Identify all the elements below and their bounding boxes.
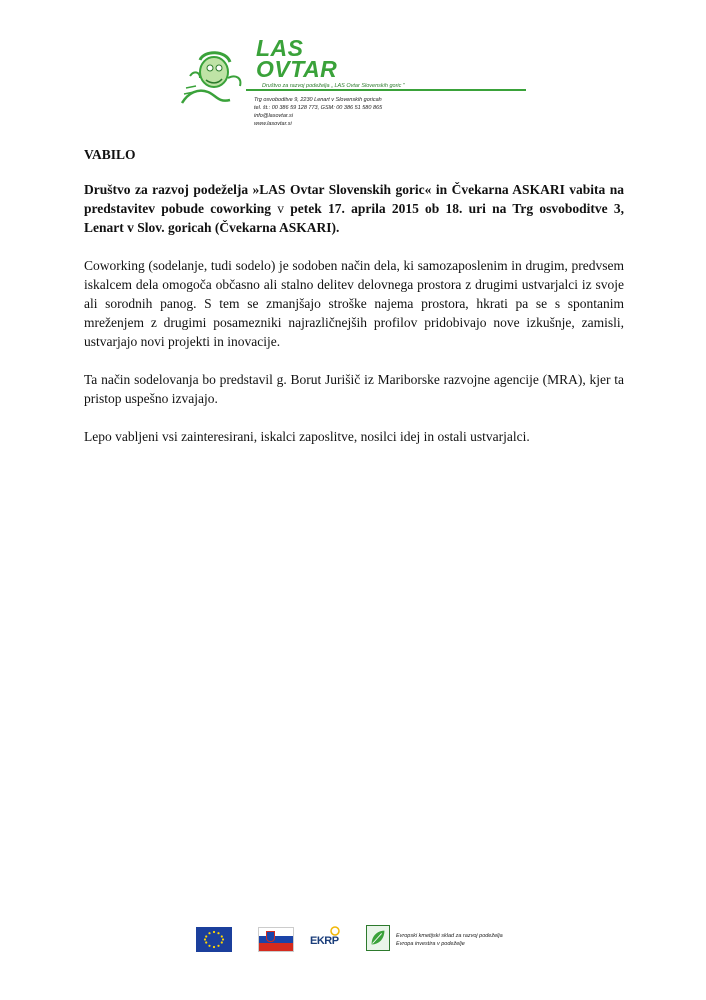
eu-flag-icon [196,927,232,952]
eafrd-caption-line-1: Evropski kmetijski sklad za razvoj podeželja [396,933,503,939]
intro-paragraph [84,180,624,237]
leader-leaf-icon [367,926,389,950]
document-title: VABILO [84,147,136,162]
logo-line-2: OVTAR [256,56,338,82]
paragraph-invitation: Lepo vabljeni vsi zainteresirani, iskalci zaposlitve, nosilci idej in ostali ustvarjalci. [84,429,530,444]
eafrd-caption-line-2: Evropa investira v podeželje [396,941,465,947]
ekrp-text: EKRP [310,935,339,947]
contact-phone: tel. št.: 00 386 59 128 773, GSM: 00 386 51 580 865 [254,105,383,111]
footer-logos [196,923,536,953]
contact-address: Trg osvoboditve 9, 2230 Lenart v Slovenskih goricah [254,97,382,103]
document-body [84,145,624,465]
ovtar-mascot-logo [178,48,248,110]
paragraph-presenter: Ta način sodelovanja bo predstavil g. Borut Jurišič iz Mariborske razvojne agencije (MRA), kjer ta pristop uspešno izvajajo. [84,372,624,406]
intro-bold-part-1: Društvo za razvoj podeželja »LAS Ovtar Slovenskih goric« in Čvekarna ASKARI vabita na predstavitev pobude coworking [84,182,624,216]
logo-wordmark [256,35,338,82]
slovenia-flag-icon [258,927,294,952]
logo-tagline: Društvo za razvoj podeželja „ LAS Ovtar Slovenskih goric " [262,83,405,89]
contact-email: info@lasovtar.si [254,113,294,119]
intro-normal-part: v [271,201,291,216]
letterhead [178,35,538,130]
logo-divider [246,89,526,91]
leader-logo [366,925,390,951]
eafrd-caption [396,932,503,948]
contact-website: www.lasovtar.si [254,121,292,127]
ekrp-logo [310,925,350,953]
intro-bold-part-2: petek 17. aprila 2015 ob 18. uri na Trg osvoboditve 3, Lenart v Slov. goricah (Čvekarna ASKARI). [84,201,624,235]
paragraph-coworking: Coworking (sodelanje, tudi sodelo) je sodoben način dela, ki samozaposlenim in drugim, predvsem iskalcem dela omogoča občasno ali stalno delitev delovnega prostora z drugimi ustvarjalci iz svoje ali sorodnih panog. S tem se zmanjšajo stroške najema prostora, hkrati pa se s spontanim mreženjem z drugimi posamezniki najrazličnejših profilov pridobivajo nove izkušnje, zamisli, ustvarjajo novi projekti in inovacije. [84,258,624,349]
contact-block [254,96,382,128]
logo-line-1: LAS [256,35,304,61]
